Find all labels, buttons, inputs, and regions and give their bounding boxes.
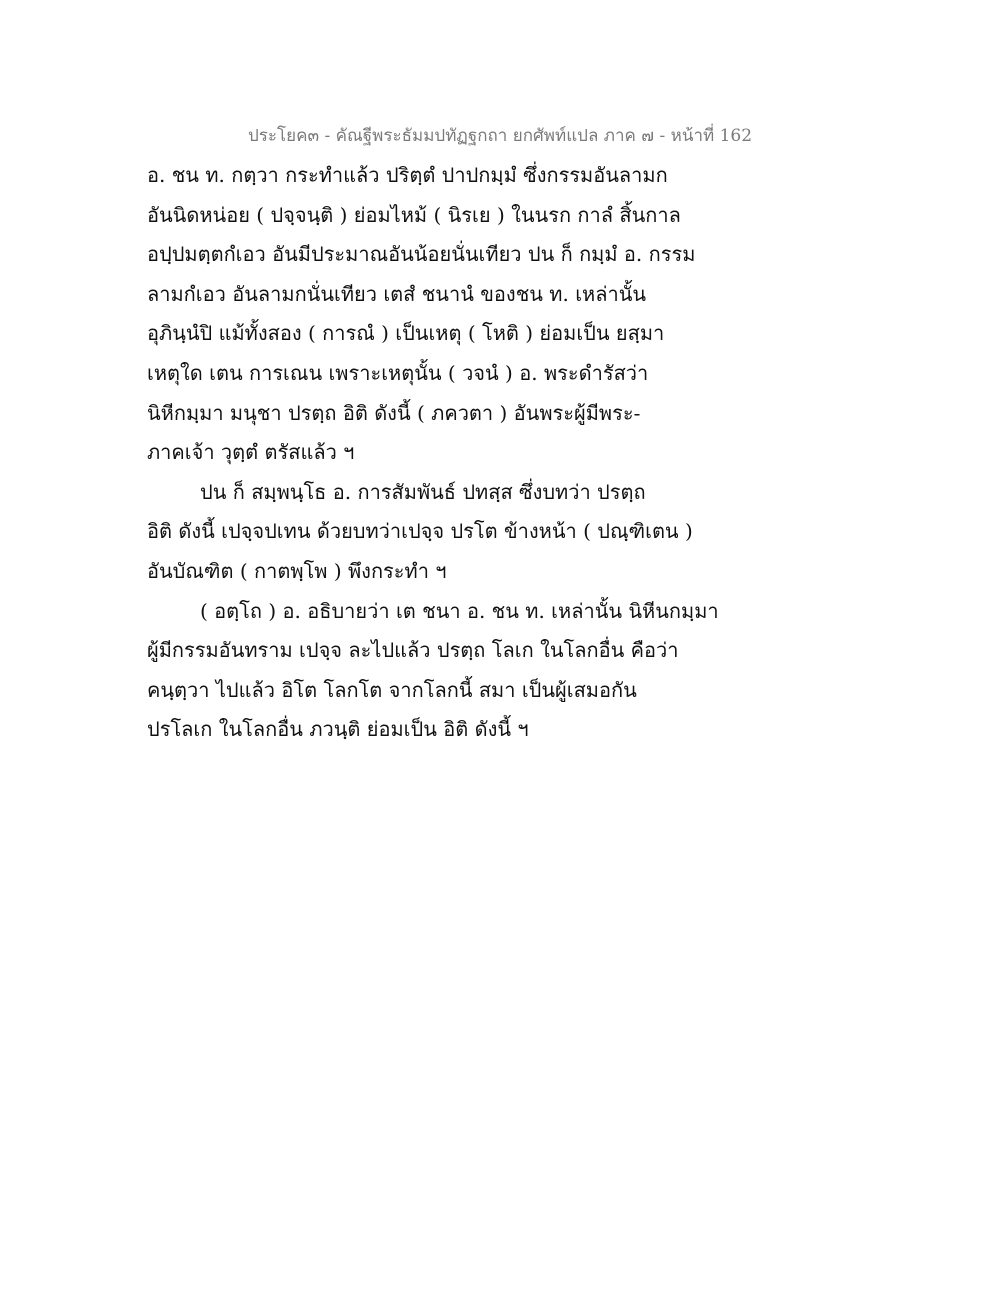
document-body [147, 156, 847, 750]
text-line: ผู้มีกรรมอันทราม เปจฺจ ละไปแล้ว ปรตฺถ โลเก ในโลกอื่น คือว่า [147, 638, 679, 663]
text-line: ( อตฺโถ ) อ. อธิบายว่า เต ชนา อ. ชน ท. เหล่านั้น นิหีนกมฺมา [200, 598, 719, 623]
paragraph-1 [147, 156, 847, 473]
text-line: ปน ก็ สมฺพนฺโธ อ. การสัมพันธ์ ปทสฺส ซึ่งบทว่า ปรตฺถ [200, 479, 646, 504]
paragraph-3 [147, 592, 847, 750]
page-header: ประโยค๓ - คัณฐีพระธัมมปทัฏฐกถา ยกศัพท์แปล ภาค ๗ - หน้าที่ 162 [247, 126, 753, 146]
text-line: ภาคเจ้า วุตฺตํ ตรัสแล้ว ฯ [147, 440, 355, 465]
text-line: เหตุใด เตน การเณน เพราะเหตุนั้น ( วจนํ ) อ. พระดำรัสว่า [147, 360, 649, 385]
text-line: คนฺตฺวา ไปแล้ว อิโต โลกโต จากโลกนี้ สมา เป็นผู้เสมอกัน [147, 677, 637, 702]
text-line: ปรโลเก ในโลกอื่น ภวนฺติ ย่อมเป็น อิติ ดังนี้ ฯ [147, 717, 529, 742]
text-line: อุภินฺนํปิ แม้ทั้งสอง ( การณํ ) เป็นเหตุ ( โหติ ) ย่อมเป็น ยสฺมา [147, 321, 665, 346]
paragraph-2 [147, 473, 847, 592]
text-line: อันนิดหน่อย ( ปจฺจนฺติ ) ย่อมไหม้ ( นิรเย ) ในนรก กาลํ สิ้นกาล [147, 202, 681, 227]
text-line: นิหีกมฺมา มนุชา ปรตฺถ อิติ ดังนี้ ( ภควตา ) อันพระผู้มีพระ- [147, 400, 641, 425]
text-line: อันบัณฑิต ( กาตพฺโพ ) พึงกระทำ ฯ [147, 558, 447, 583]
text-line: ลามกํเอว อันลามกนั่นเทียว เตสํ ชนานํ ของชน ท. เหล่านั้น [147, 281, 647, 306]
text-line: อปฺปมตฺตกํเอว อันมีประมาณอันน้อยนั่นเทียว ปน ก็ กมฺมํ อ. กรรม [147, 242, 696, 267]
text-line: อ. ชน ท. กตฺวา กระทำแล้ว ปริตฺตํ ปาปกมฺมํ ซึ่งกรรมอันลามก [147, 163, 668, 187]
text-line: อิติ ดังนี้ เปจฺจปเทน ด้วยบทว่าเปจฺจ ปรโต ข้างหน้า ( ปณฺฑิเตน ) [147, 519, 693, 544]
